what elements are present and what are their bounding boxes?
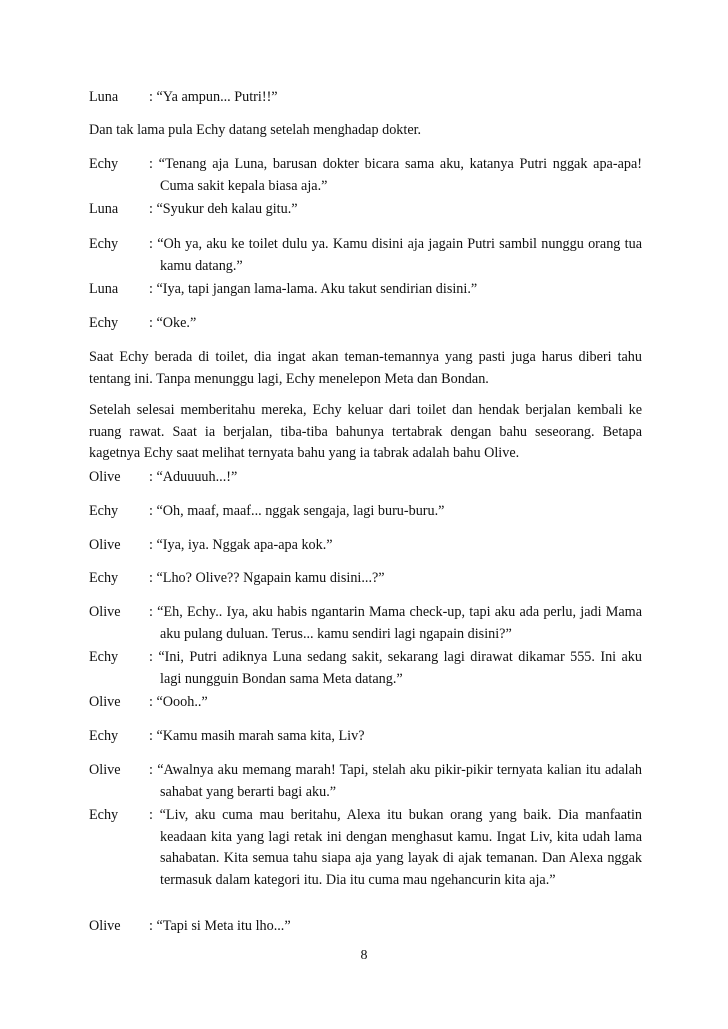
speech-text: : “Eh, Echy.. Iya, aku habis ngantarin Mama check-up, tapi aku ada perlu, jadi Mama aku pulang duluan. Terus... kamu sendiri lagi ngapain disini?” [149, 604, 642, 642]
speaker-name: Echy [89, 807, 119, 823]
speaker-name: Luna [89, 201, 119, 217]
speech-text: : “Awalnya aku memang marah! Tapi, stelah aku pikir-pikir ternyata kalian itu adalah sahabat yang berarti bagi aku.” [149, 762, 642, 800]
dialogue-line [89, 279, 642, 301]
speech-text: : “Syukur deh kalau gitu.” [149, 201, 298, 217]
speaker-name: Echy [89, 728, 119, 744]
speaker-name: Olive [89, 694, 121, 710]
speaker-name: Olive [89, 604, 121, 620]
speech-text: : “Ya ampun... Putri!!” [149, 89, 278, 105]
speech-text: : “Oh ya, aku ke toilet dulu ya. Kamu disini aja jagain Putri sambil nunggu orang tua kamu datang.” [149, 236, 642, 274]
speaker-name: Echy [89, 570, 119, 586]
speech-text: : “Kamu masih marah sama kita, Liv? [149, 728, 365, 744]
speech-text: : “Iya, iya. Nggak apa-apa kok.” [149, 537, 333, 553]
dialogue-line [89, 760, 642, 803]
speaker-name: Luna [89, 281, 119, 297]
speaker-name: Echy [89, 315, 119, 331]
dialogue-line [89, 467, 642, 489]
speaker-name: Echy [89, 236, 119, 252]
dialogue-line [89, 647, 642, 690]
speech-text: : “Liv, aku cuma mau beritahu, Alexa itu bukan orang yang baik. Dia manfaatin keadaan kita yang lagi retak ini dengan menghasut kamu. Ingat Liv, kita udah lama sahabatan. Kita semua tahu siapa aja yang layak di ajak temanan. Dan Alexa nggak termasuk dalam kategori itu. Dia itu cuma mau ngehancurin kita aja.” [149, 807, 642, 888]
narration-paragraph: Dan tak lama pula Echy datang setelah menghadap dokter. [89, 122, 422, 138]
speech-text: : “Aduuuuh...!” [149, 469, 238, 485]
speaker-name: Olive [89, 537, 121, 553]
dialogue-line [89, 726, 642, 748]
dialogue-line [89, 234, 642, 277]
speaker-name: Olive [89, 918, 121, 934]
narration-paragraph: Saat Echy berada di toilet, dia ingat akan teman-temannya yang pasti juga harus diberi tahu tentang ini. Tanpa menunggu lagi, Echy menelepon Meta dan Bondan. [89, 349, 642, 387]
speaker-name: Olive [89, 469, 121, 485]
speech-text: : “Tapi si Meta itu lho...” [149, 918, 291, 934]
speaker-name: Echy [89, 649, 119, 665]
dialogue-line [89, 602, 642, 645]
dialogue-line [89, 916, 642, 938]
speech-text: : “Lho? Olive?? Ngapain kamu disini...?” [149, 570, 385, 586]
speech-text: : “Ini, Putri adiknya Luna sedang sakit, sekarang lagi dirawat dikamar 555. Ini aku lagi nungguin Bondan sama Meta datang.” [149, 649, 642, 687]
speech-text: : “Oh, maaf, maaf... nggak sengaja, lagi buru-buru.” [149, 503, 445, 519]
speaker-name: Echy [89, 503, 119, 519]
narration-paragraph: Setelah selesai memberitahu mereka, Echy keluar dari toilet dan hendak berjalan kembali ke ruang rawat. Saat ia berjalan, tiba-tiba bahunya tertabrak dengan bahu seseorang. Betapa kagetnya Echy saat melihat ternyata bahu yang ia tabrak adalah bahu Olive. [89, 402, 642, 461]
dialogue-line [89, 87, 642, 109]
speech-text: : “Iya, tapi jangan lama-lama. Aku takut sendirian disini.” [149, 281, 478, 297]
dialogue-line [89, 313, 642, 335]
dialogue-line [89, 154, 642, 197]
speech-text: : “Oke.” [149, 315, 197, 331]
speaker-name: Luna [89, 89, 119, 105]
dialogue-line [89, 568, 642, 590]
speech-text: : “Tenang aja Luna, barusan dokter bicara sama aku, katanya Putri nggak apa-apa! Cuma sakit kepala biasa aja.” [149, 156, 642, 194]
page-number: 8 [360, 948, 368, 963]
dialogue-line [89, 199, 642, 221]
dialogue-line [89, 692, 642, 714]
dialogue-line [89, 501, 642, 523]
dialogue-line [89, 535, 642, 557]
speaker-name: Olive [89, 762, 121, 778]
dialogue-line [89, 805, 642, 891]
speech-text: : “Oooh..” [149, 694, 208, 710]
speaker-name: Echy [89, 156, 119, 172]
